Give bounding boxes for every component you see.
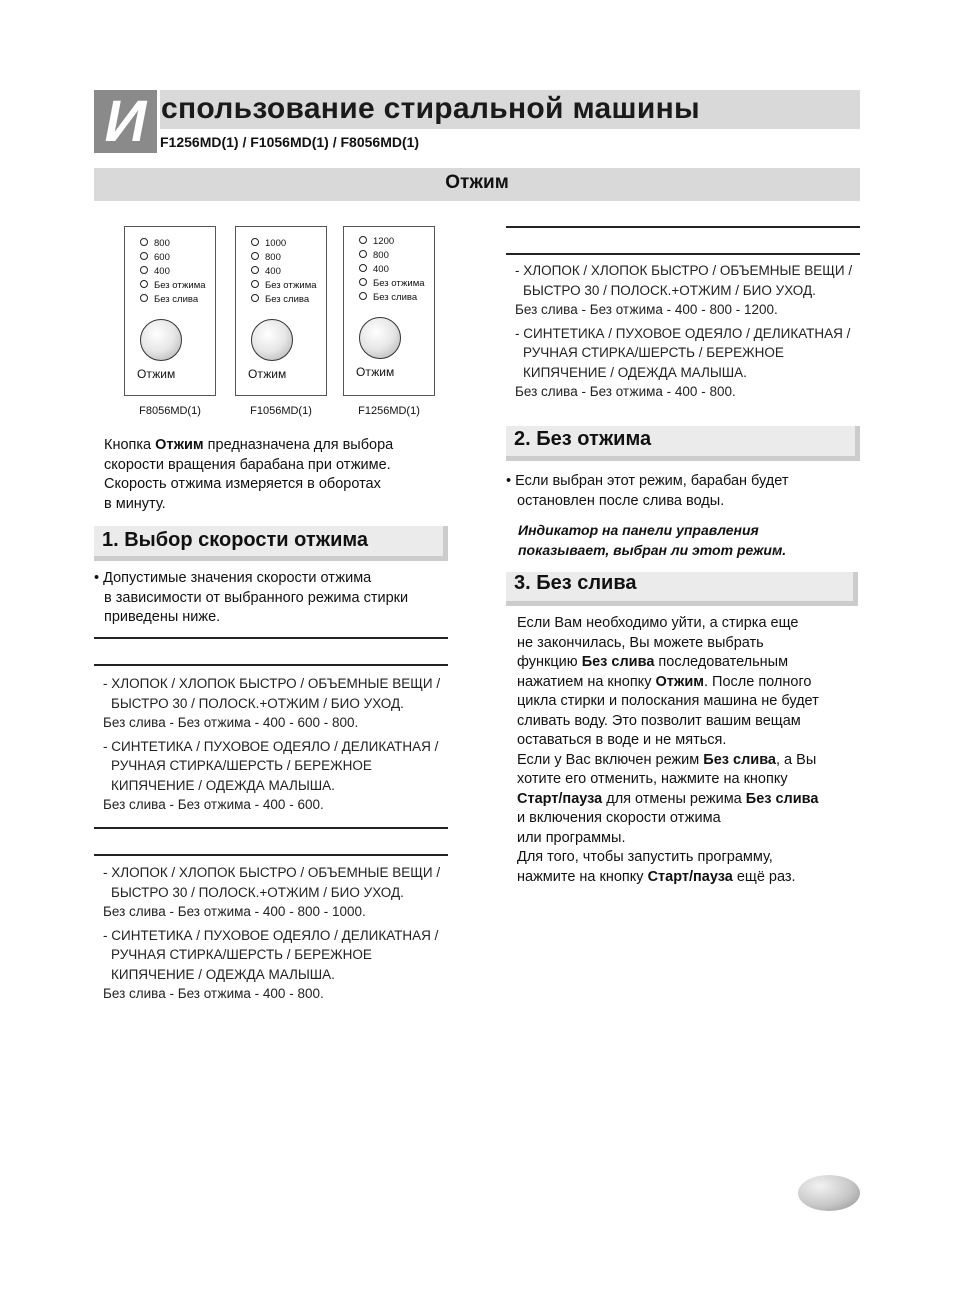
spin-option: 800 [251, 252, 281, 264]
divider [94, 854, 448, 856]
led-icon [140, 238, 148, 246]
spin-option: Без отжима [359, 278, 425, 290]
spin-option: 400 [359, 264, 389, 276]
led-icon [140, 280, 148, 288]
divider [506, 226, 860, 228]
spin-option: 800 [140, 238, 170, 250]
led-icon [251, 266, 259, 274]
led-icon [251, 252, 259, 260]
panel-caption: F1056MD(1) [250, 405, 312, 417]
divider [94, 827, 448, 829]
led-icon [359, 278, 367, 286]
control-panel-f8056 [124, 226, 216, 396]
control-panel-f1056 [235, 226, 327, 396]
intro-paragraph: Кнопка Отжим предназначена для выбора скорости вращения барабана при отжиме. Скорость отжима измеряется в оборотах в минуту. [104, 437, 394, 512]
spin-option: 600 [140, 252, 170, 264]
spin-option: Без отжима [140, 280, 206, 292]
spin-speed-bullet: • Допустимые значения скорости отжима в зависимости от выбранного режима стирки приведены ниже. [94, 570, 409, 625]
spin-option: Без отжима [251, 280, 317, 292]
divider [94, 637, 448, 639]
led-icon [359, 236, 367, 244]
spin-option: 400 [251, 266, 281, 278]
spin-option: 800 [359, 250, 389, 262]
panel-caption: F1256MD(1) [358, 405, 420, 417]
control-panel-f1256 [343, 226, 435, 396]
section-title: Отжим [94, 168, 860, 201]
section-heading-no-spin: 2. Без отжима [506, 426, 860, 461]
led-icon [359, 292, 367, 300]
spin-button-label: Отжим [356, 365, 395, 379]
divider [94, 664, 448, 666]
indicator-note: Индикатор на панели управления показывает, выбран ли этот режим. [518, 522, 787, 558]
led-icon [251, 238, 259, 246]
panel-caption: F8056MD(1) [139, 405, 201, 417]
spin-button[interactable] [140, 319, 182, 361]
divider [506, 253, 860, 255]
spin-button[interactable] [251, 319, 293, 361]
led-icon [359, 250, 367, 258]
spin-option: Без слива [251, 294, 309, 306]
spin-option: 400 [140, 266, 170, 278]
spin-button-label: Отжим [137, 367, 176, 381]
spin-option: 1000 [251, 238, 286, 250]
led-icon [140, 252, 148, 260]
model-block-f8056: - ХЛОПОК / ХЛОПОК БЫСТРО / ОБЪЕМНЫЕ ВЕЩИ / БЫСТРО 30 / ПОЛОСК.+ОТЖИМ / БИО УХОД. Без слива - Без отжима - 400 - 600 - 800. - СИНТЕТИКА / ПУХОВОЕ ОДЕЯЛО / ДЕЛИКАТНАЯ / РУЧНАЯ СТИРКА/ШЕРСТЬ / БЕРЕЖНОЕ КИПЯЧЕНИЕ / ОДЕЖДА МАЛЫША. Без слива - Без отжима - 400 - 600. [103, 676, 441, 812]
spin-option: Без слива [359, 292, 417, 304]
section-heading-spin-speed: 1. Выбор скорости отжима [94, 526, 448, 561]
led-icon [251, 294, 259, 302]
led-icon [140, 266, 148, 274]
page-number-oval-icon [798, 1175, 860, 1211]
spin-button[interactable] [359, 317, 401, 359]
led-icon [359, 264, 367, 272]
no-spin-bullet: • Если выбран этот режим, барабан будет остановлен после слива воды. [506, 473, 789, 509]
page-title: спользование стиральной машины [161, 92, 700, 125]
spin-button-label: Отжим [248, 367, 287, 381]
model-block-f1056: - ХЛОПОК / ХЛОПОК БЫСТРО / ОБЪЕМНЫЕ ВЕЩИ / БЫСТРО 30 / ПОЛОСК.+ОТЖИМ / БИО УХОД. Без слива - Без отжима - 400 - 800 - 1000. - СИНТЕТИКА / ПУХОВОЕ ОДЕЯЛО / ДЕЛИКАТНАЯ / РУЧНАЯ СТИРКА/ШЕРСТЬ / БЕРЕЖНОЕ КИПЯЧЕНИЕ / ОДЕЖДА МАЛЫША. Без слива - Без отжима - 400 - 800. [103, 865, 441, 1001]
model-subtitle: F1256MD(1) / F1056MD(1) / F8056MD(1) [160, 134, 420, 150]
spin-option: 1200 [359, 236, 394, 248]
title-initial-letter: И [94, 90, 157, 153]
model-block-f1256: - ХЛОПОК / ХЛОПОК БЫСТРО / ОБЪЕМНЫЕ ВЕЩИ / БЫСТРО 30 / ПОЛОСК.+ОТЖИМ / БИО УХОД. Без слива - Без отжима - 400 - 800 - 1200. - СИНТЕТИКА / ПУХОВОЕ ОДЕЯЛО / ДЕЛИКАТНАЯ / РУЧНАЯ СТИРКА/ШЕРСТЬ / БЕРЕЖНОЕ КИПЯЧЕНИЕ / ОДЕЖДА МАЛЫША. Без слива - Без отжима - 400 - 800. [515, 263, 853, 399]
spin-option: Без слива [140, 294, 198, 306]
no-drain-paragraph: Если Вам необходимо уйти, а стирка еще не закончилась, Вы можете выбрать функцию Без слива последовательным нажатием на кнопку Отжим. После полного цикла стирки и полоскания машина не будет сливать воду. Это позволит вашим вещам оставаться в воде и не мяться. Если у Вас включен режим Без слива, а Вы хотите его отменить, нажмите на кнопку Старт/пауза для отмены режима Без слива и включения скорости отжима или программы. Для того, чтобы запустить программу, нажмите на кнопку Старт/пауза ещё раз. [517, 615, 819, 885]
led-icon [251, 280, 259, 288]
section-heading-no-drain: 3. Без слива [506, 572, 858, 606]
led-icon [140, 294, 148, 302]
